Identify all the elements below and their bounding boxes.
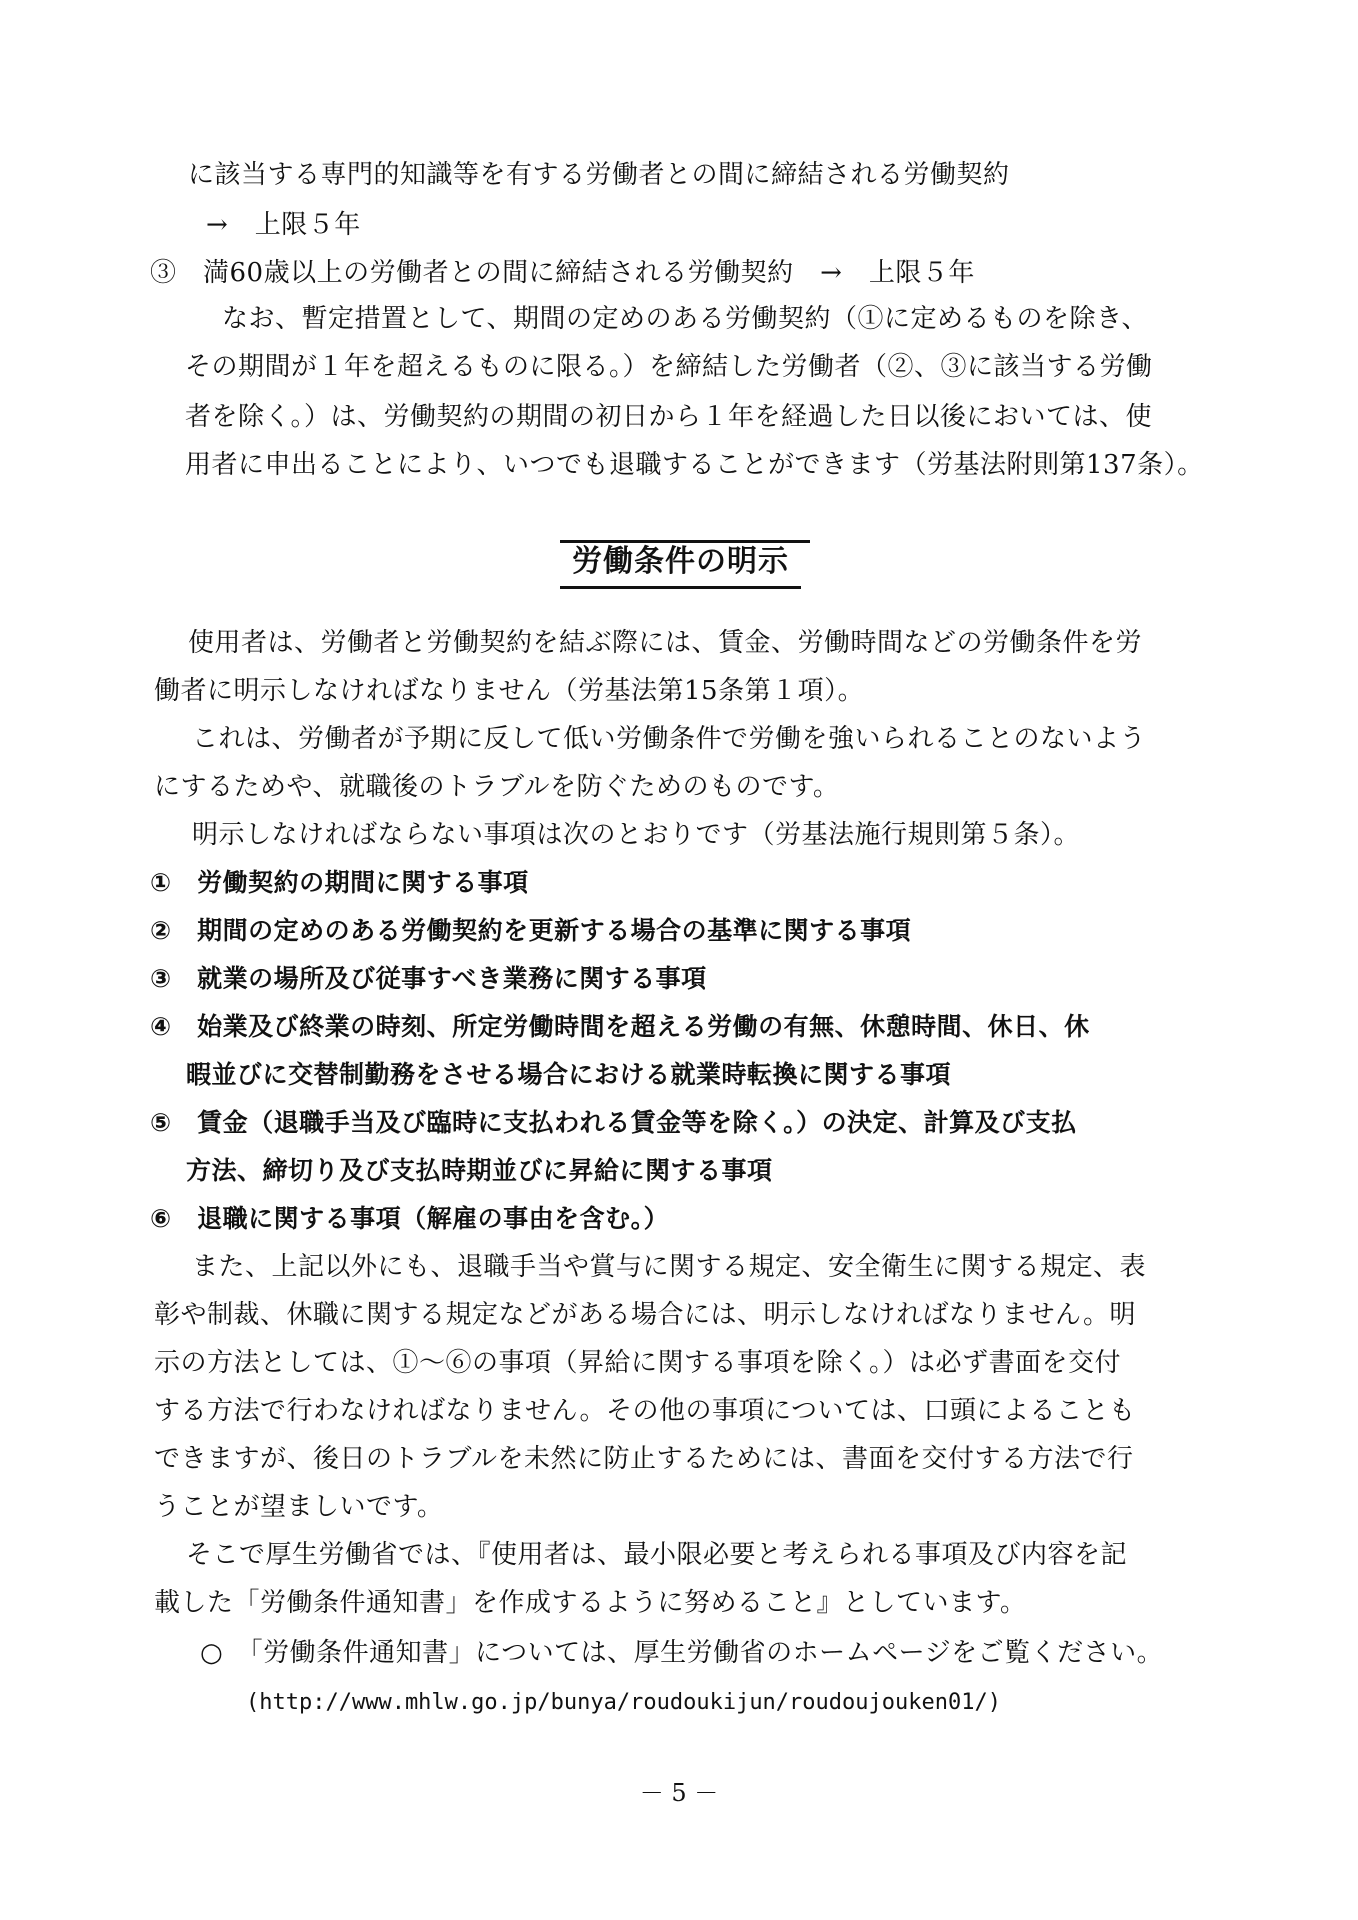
- list-item: ⑤ 賃金（退職手当及び臨時に支払われる賃金等を除く。）の決定、計算及び支払: [150, 1108, 1077, 1137]
- body-line: また、上記以外にも、退職手当や賞与に関する規定、安全衛生に関する規定、表: [192, 1252, 1147, 1282]
- body-line: する方法で行わなければなりません。その他の事項については、口頭によることも: [154, 1396, 1136, 1426]
- continued-note-line: 者を除く。）は、労働契約の期間の初日から１年を経過した日以後においては、使: [185, 402, 1152, 432]
- intro-line: 使用者は、労働者と労働契約を結ぶ際には、賃金、労働時間などの労働条件を労: [188, 628, 1143, 658]
- intro-line: 働者に明示しなければなりません（労基法第15条第１項）。: [154, 676, 865, 706]
- continued-item-3: ③ 満60歳以上の労働者との間に締結される労働契約 → 上限５年: [150, 258, 975, 288]
- body-line: そこで厚生労働省では、『使用者は、最小限必要と考えられる事項及び内容を記: [186, 1540, 1128, 1570]
- section-heading: 労働条件の明示: [560, 540, 801, 589]
- body-line: 載した「労働条件通知書」を作成するように努めること』としています。: [154, 1588, 1027, 1618]
- continued-line-2: → 上限５年: [206, 210, 361, 240]
- list-item: ① 労働契約の期間に関する事項: [150, 868, 529, 897]
- list-item: 暇並びに交替制勤務をさせる場合における就業時転換に関する事項: [186, 1060, 952, 1089]
- continued-line-1: に該当する専門的知識等を有する労働者との間に締結される労働契約: [188, 160, 1010, 190]
- continued-note-line: その期間が１年を超えるものに限る。）を締結した労働者（②、③に該当する労働: [185, 352, 1153, 382]
- body-line: 示の方法としては、①～⑥の事項（昇給に関する事項を除く。）は必ず書面を交付: [154, 1348, 1121, 1378]
- continued-note-line: 用者に申出ることにより、いつでも退職することができます（労基法附則第137条）。: [185, 450, 1204, 480]
- list-item: 方法、締切り及び支払時期並びに昇給に関する事項: [186, 1156, 773, 1185]
- intro-line: これは、労働者が予期に反して低い労働条件で労働を強いられることのないよう: [192, 724, 1147, 754]
- body-line: できますが、後日のトラブルを未然に防止するためには、書面を交付する方法で行: [154, 1444, 1134, 1474]
- intro-line: 明示しなければならない事項は次のとおりです（労基法施行規則第５条）。: [192, 820, 1081, 850]
- page-number: － 5 －: [639, 1779, 719, 1807]
- note-line: ○ 「労働条件通知書」については、厚生労働省のホームページをご覧ください。: [200, 1638, 1164, 1668]
- url-link[interactable]: (http://www.mhlw.go.jp/bunya/roudoukijun/roudoujouken01/): [246, 1690, 1001, 1715]
- list-item: ② 期間の定めのある労働契約を更新する場合の基準に関する事項: [150, 916, 912, 945]
- list-item: ⑥ 退職に関する事項（解雇の事由を含む。）: [150, 1204, 670, 1233]
- list-item: ③ 就業の場所及び従事すべき業務に関する事項: [150, 964, 707, 993]
- intro-line: にするためや、就職後のトラブルを防ぐためのものです。: [154, 772, 840, 802]
- continued-note-line: なお、暫定措置として、期間の定めのある労働契約（①に定めるものを除き、: [222, 304, 1148, 334]
- body-line: うことが望ましいです。: [154, 1492, 444, 1522]
- body-line: 彰や制裁、休職に関する規定などがある場合には、明示しなければなりません。明: [154, 1300, 1137, 1330]
- list-item: ④ 始業及び終業の時刻、所定労働時間を超える労働の有無、休憩時間、休日、休: [150, 1012, 1090, 1041]
